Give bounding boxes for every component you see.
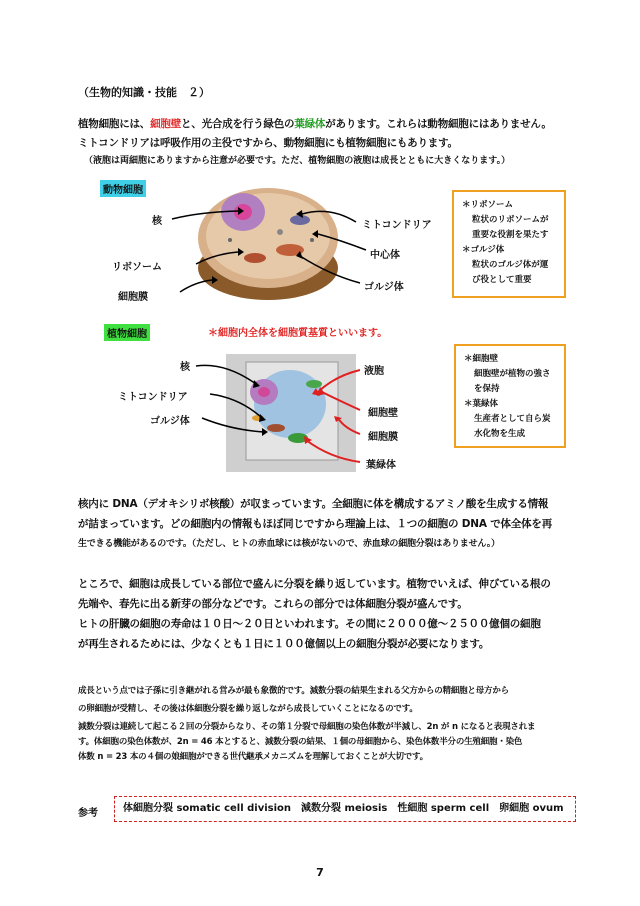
label-vacuole: 液胞 [364, 366, 384, 377]
label-plant-nucleus: 核 [180, 362, 190, 373]
note-heading: ＊ゴルジ体 [462, 245, 505, 255]
paragraph-meiosis [78, 684, 578, 765]
intro-text-c: と、光合成を行う緑色の [181, 118, 295, 130]
intro-text-a: 植物細胞には、 [78, 118, 151, 130]
note-line: び役として重要 [472, 275, 532, 285]
term-cell-wall: 細胞壁 [150, 118, 182, 130]
note-heading: ＊細胞壁 [464, 354, 499, 364]
label-cell-membrane: 細胞膜 [118, 292, 148, 303]
note-line: 粒状のリボソームが [472, 215, 549, 225]
paragraph-line: の卵細胞が受精し、その後は体細胞分裂を繰り返しながら成長していくことになるのです。 [78, 704, 418, 714]
note-line: 水化物を生成 [474, 429, 526, 439]
note-heading: ＊葉緑体 [464, 399, 499, 409]
paragraph-line: 体数 n = 23 本の４個の娘細胞ができる世代継承メカニズムを理解しておくことが大切です。 [78, 752, 428, 762]
paragraph-cell-division [78, 574, 578, 654]
label-ribosome: リボソーム [112, 262, 162, 273]
label-chloroplast: 葉緑体 [366, 460, 396, 471]
plant-note-box [454, 344, 566, 448]
paragraph-line: 減数分裂は連続して起こる２回の分裂からなり、その第１分裂で母細胞の染色体数が半減し、2n が n になると表現されま [78, 722, 536, 732]
plant-cell-tag: 植物細胞 [104, 324, 150, 341]
animal-note-box [452, 190, 566, 298]
term-chloroplast: 葉緑体 [294, 118, 326, 130]
cytoplasm-note: ＊細胞内全体を細胞質基質といいます。 [208, 328, 388, 339]
animal-cell-tag: 動物細胞 [100, 180, 146, 197]
label-cell-wall: 細胞壁 [368, 408, 398, 419]
label-plant-membrane: 細胞膜 [368, 432, 398, 443]
paragraph-line: ヒトの肝臓の細胞の寿命は１０日〜２０日といわれます。その間に２０００億〜２５００億個の細胞 [78, 618, 541, 630]
label-golgi: ゴルジ体 [364, 282, 404, 293]
label-plant-golgi: ゴルジ体 [150, 416, 190, 427]
reference-box: 体細胞分裂 somatic cell division 減数分裂 meiosis 性細胞 sperm cell 卵細胞 ovum [114, 796, 576, 822]
paragraph-line: が再生されるためには、少なくとも１日に１００億個以上の細胞分裂が必要になります。 [78, 638, 490, 650]
paragraph-dna [78, 494, 578, 554]
note-line: を保持 [474, 384, 500, 394]
note-line: 重要な役割を果たす [472, 230, 549, 240]
intro-text-e: があります。これらは動物細胞にはありません。 [325, 118, 552, 130]
label-nucleus: 核 [152, 216, 162, 227]
label-plant-mitochondria: ミトコンドリア [118, 392, 188, 403]
note-line: 生産者として自ら炭 [474, 414, 551, 424]
paragraph-line: 生できる機能があるのです。（ただし、ヒトの赤血球には核がないので、赤血球の細胞分裂はありません。） [78, 539, 500, 549]
label-mitochondria: ミトコンドリア [362, 220, 432, 231]
paragraph-line: ところで、細胞は成長している部位で盛んに分裂を繰り返しています。植物でいえば、伸びている根の [78, 578, 551, 590]
note-line: 細胞壁が植物の強さ [474, 369, 551, 379]
page-number: 7 [316, 866, 324, 879]
intro-line-3: （液胞は両細胞にありますから注意が必要です。ただ、植物細胞の液胞は成長とともに大きくなります。） [84, 156, 511, 166]
note-line: 粒状のゴルジ体が運 [472, 260, 549, 270]
paragraph-line: 核内に DNA（デオキシリボ核酸）が収まっています。全細胞に体を構成するアミノ酸を生成する情報 [78, 498, 549, 510]
paragraph-line: 成長という点では子孫に引き継がれる営みが最も象徴的です。減数分裂の結果生まれる父方からの精細胞と母方から [78, 686, 509, 696]
animal-cell-illustration [198, 188, 338, 300]
paragraph-line: が詰まっています。どの細胞内の情報もほぼ同じですから理論上は、１つの細胞の DNA で体全体を再 [78, 518, 552, 530]
paragraph-line: 先端や、春先に出る新芽の部分などです。これらの部分では体細胞分裂が盛んです。 [78, 598, 468, 610]
section-title: （生物的知識・技能 ２） [78, 86, 210, 99]
intro-line-2: ミトコンドリアは呼吸作用の主役ですから、動物細胞にも植物細胞にもあります。 [78, 137, 458, 149]
reference-label: 参考 [78, 808, 98, 819]
paragraph-line: す。体細胞の染色体数が、2n = 46 本とすると、減数分裂の結果、１個の母細胞から、染色体数半分の生殖細胞・染色 [78, 737, 523, 747]
label-centrosome: 中心体 [370, 250, 400, 261]
note-heading: ＊リボソーム [462, 200, 514, 210]
plant-cell-illustration [226, 354, 356, 472]
